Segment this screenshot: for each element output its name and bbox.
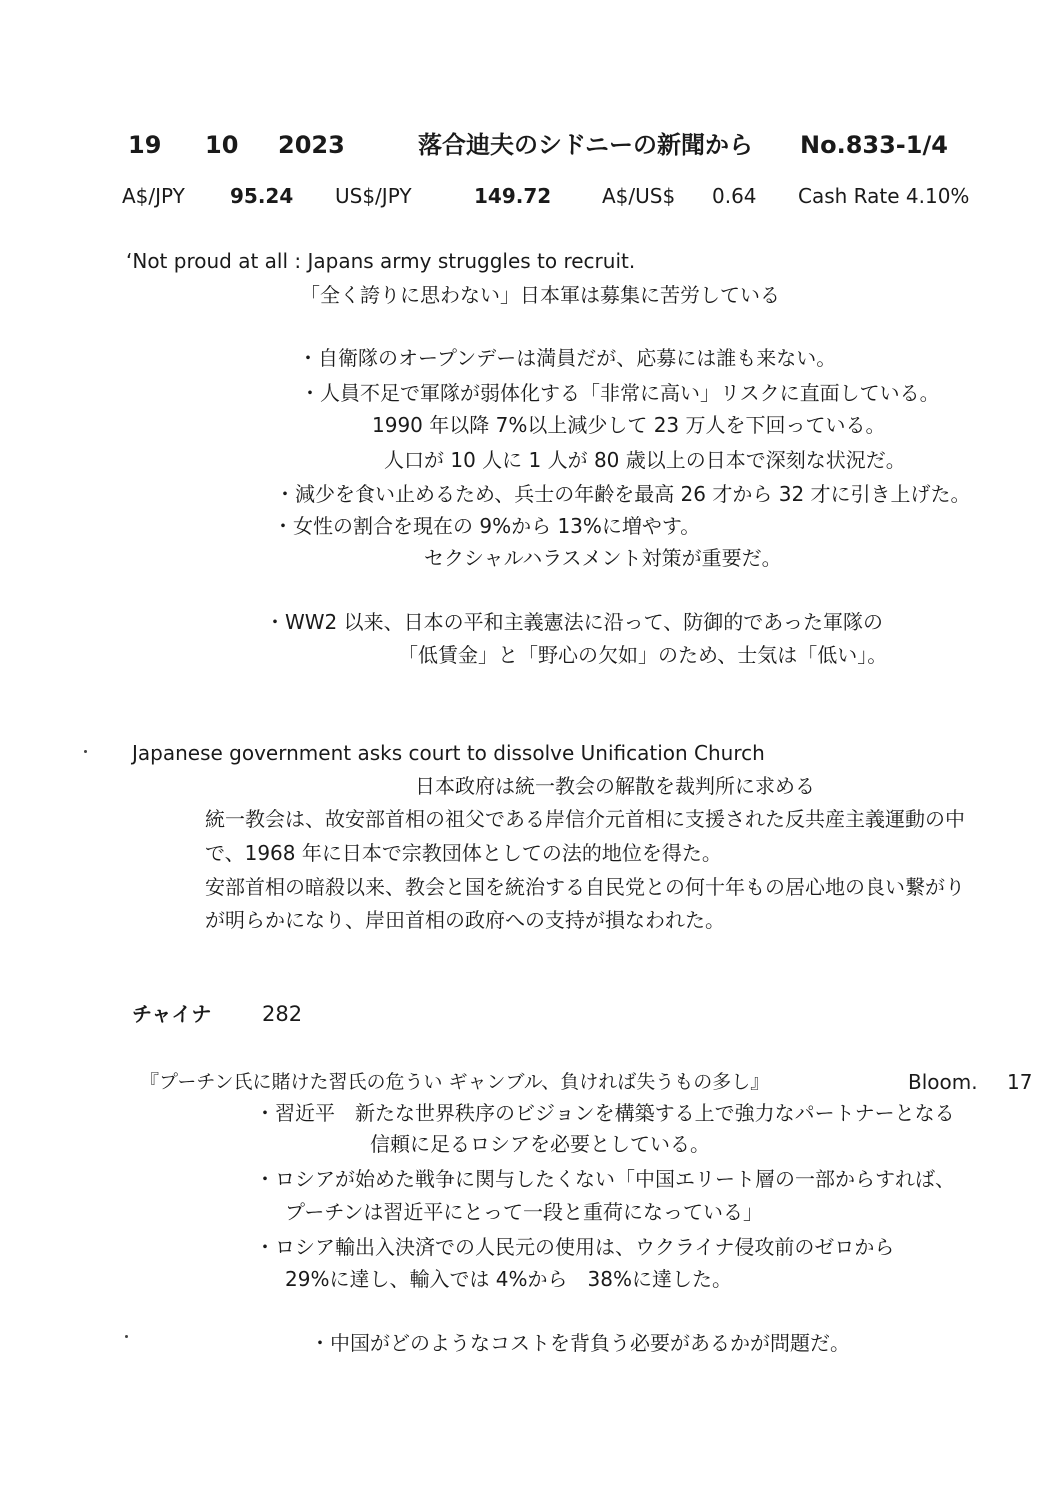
article2-title-ja: 日本政府は統一教会の解散を裁判所に求める (415, 774, 815, 798)
section-number: 282 (262, 1002, 303, 1026)
article2-line: が明らかになり、岸田首相の政府への支持が損なわれた。 (205, 908, 725, 932)
article1-line: ・WW2 以来、日本の平和主義憲法に沿って、防御的であった軍隊の (265, 610, 884, 634)
article3-line: プーチンは習近平にとって一段と重荷になっている」 (285, 1200, 763, 1224)
rate-usd-jpy-label: US$/JPY (335, 184, 412, 208)
article3-source: Bloom. (908, 1070, 978, 1094)
article3-title: 『プーチン氏に賭けた習氏の危うい ギャンブル、負ければ失うもの多し』 (140, 1071, 770, 1093)
article3-line: 信頼に足るロシアを必要としている。 (370, 1132, 710, 1156)
article1-line: セクシャルハラスメント対策が重要だ。 (424, 546, 782, 570)
article1-line: ・人員不足で軍隊が弱体化する「非常に高い」リスクに直面している。 (300, 381, 940, 405)
header-title: 落合迪夫のシドニーの新聞から (418, 131, 754, 159)
article2-line: 統一教会は、故安部首相の祖父である岸信介元首相に支援された反共産主義運動の中 (205, 807, 965, 831)
cash-rate: Cash Rate 4.10% (798, 184, 970, 208)
article2-title-en: Japanese government asks court to dissolve Unification Church (132, 741, 765, 765)
section-label: チャイナ (132, 1002, 212, 1026)
article3-line: 29%に達し、輸入では 4%から 38%に達した。 (285, 1267, 732, 1291)
article3-line: ・習近平 新たな世界秩序のビジョンを構築する上で強力なパートナーとなる (255, 1101, 955, 1125)
article1-line: 「低賃金」と「野心の欠如」のため、士気は「低い」。 (398, 643, 888, 667)
rate-aud-jpy-label: A$/JPY (122, 184, 185, 208)
article1-title-en: ‘Not proud at all : Japans army struggles to recruit. (126, 249, 636, 273)
rate-aud-jpy-value: 95.24 (230, 184, 294, 208)
article1-line: 人口が 10 人に 1 人が 80 歳以上の日本で深刻な状況だ。 (384, 448, 906, 472)
rate-aud-usd-value: 0.64 (712, 184, 757, 208)
scan-speck (84, 750, 87, 753)
article1-line: 1990 年以降 7%以上減少して 23 万人を下回っている。 (372, 413, 886, 437)
article3-line: ・ロシア輸出入決済での人民元の使用は、ウクライナ侵攻前のゼロから (255, 1235, 895, 1259)
article3-line: ・中国がどのようなコストを背負う必要があるかが問題だ。 (310, 1331, 850, 1355)
header-number: No.833-1/4 (800, 131, 948, 159)
header-year: 2023 (278, 131, 345, 159)
article2-line: 安部首相の暗殺以来、教会と国を統治する自民党との何十年もの居心地の良い繋がり (205, 875, 965, 899)
article3-source-num: 17 (1007, 1070, 1033, 1094)
article1-line: ・女性の割合を現在の 9%から 13%に増やす。 (273, 514, 701, 538)
header-month: 10 (205, 131, 239, 159)
header-day: 19 (128, 131, 162, 159)
article2-line: で、1968 年に日本で宗教団体としての法的地位を得た。 (205, 841, 722, 865)
article1-line: ・減少を食い止めるため、兵士の年齢を最高 26 才から 32 才に引き上げた。 (275, 482, 971, 506)
article1-line: ・自衛隊のオープンデーは満員だが、応募には誰も来ない。 (298, 346, 837, 370)
scan-speck (125, 1335, 128, 1338)
article3-line: ・ロシアが始めた戦争に関与したくない「中国エリート層の一部からすれば、 (255, 1167, 955, 1191)
article1-title-ja: 「全く誇りに思わない」日本軍は募集に苦労している (300, 283, 780, 307)
rate-usd-jpy-value: 149.72 (474, 184, 552, 208)
rate-aud-usd-label: A$/US$ (602, 184, 676, 208)
